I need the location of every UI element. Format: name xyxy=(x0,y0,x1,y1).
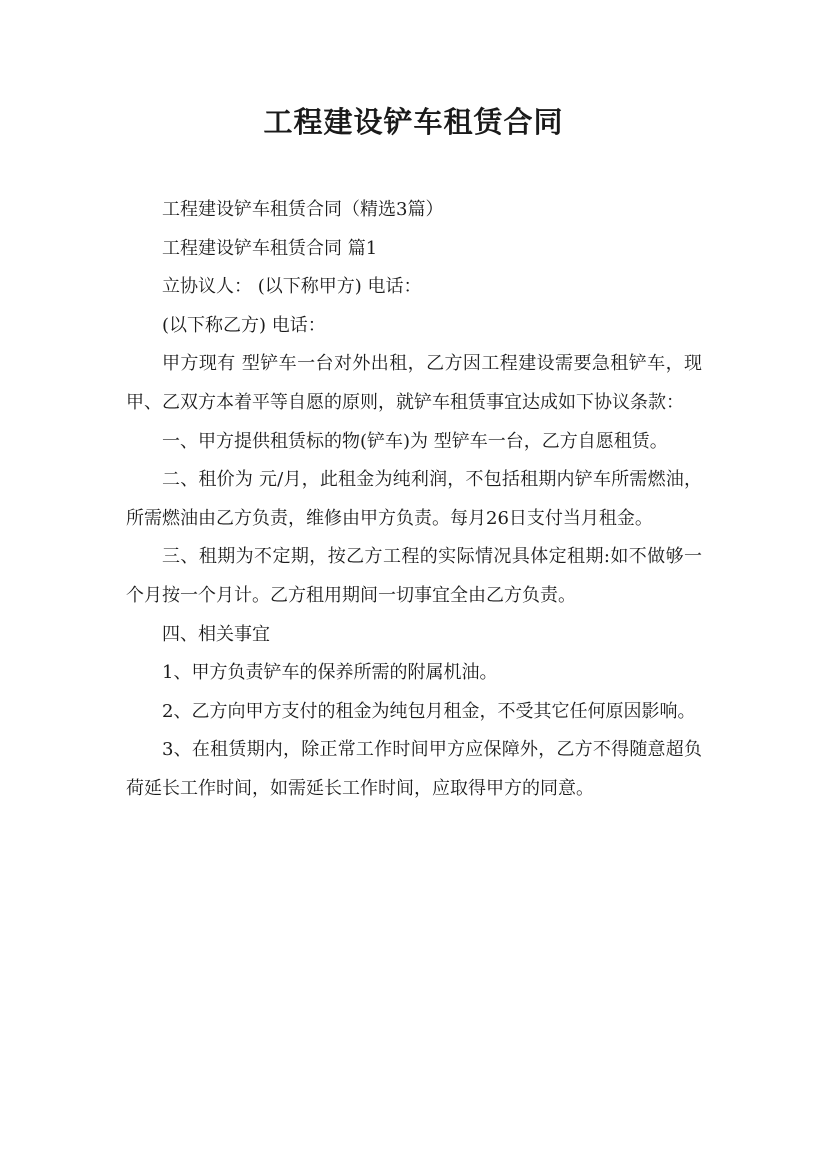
paragraph-clause-1: 一、甲方提供租赁标的物(铲车)为 型铲车一台，乙方自愿租赁。 xyxy=(162,430,668,452)
paragraph-clause-2: 二、租价为 元/月，此租金为纯利润，不包括租期内铲车所需燃油，所需燃油由乙方负责，维修由甲方负责。每月26日支付当月租金。 xyxy=(126,469,702,529)
paragraph-item-2: 2、乙方向甲方支付的租金为纯包月租金，不受其它任何原因影响。 xyxy=(162,700,696,722)
paragraph-section-heading: 工程建设铲车租赁合同 篇1 xyxy=(162,237,378,259)
paragraph-item-1: 1、甲方负责铲车的保养所需的附属机油。 xyxy=(162,662,498,684)
paragraph-party-a: 立协议人： (以下称甲方) 电话： xyxy=(162,276,422,298)
document-title: 工程建设铲车租赁合同 xyxy=(263,105,564,139)
paragraph-item-3: 3、在租赁期内，除正常工作时间甲方应保障外，乙方不得随意超负荷延长工作时间，如需延长工作时间，应取得甲方的同意。 xyxy=(126,739,702,799)
paragraph-subtitle: 工程建设铲车租赁合同（精选3篇） xyxy=(162,199,444,220)
paragraph-preamble: 甲方现有 型铲车一台对外出租，乙方因工程建设需要急租铲车，现甲、乙双方本着平等自愿的原则，就铲车租赁事宜达成如下协议条款： xyxy=(126,353,702,413)
paragraph-clause-4: 四、相关事宜 xyxy=(162,623,270,645)
paragraph-clause-3: 三、租期为不定期，按乙方工程的实际情况具体定租期:如不做够一个月按一个月计。乙方租用期间一切事宜全由乙方负责。 xyxy=(126,546,702,606)
document-body xyxy=(126,191,702,809)
paragraph-party-b: (以下称乙方) 电话： xyxy=(162,314,326,336)
